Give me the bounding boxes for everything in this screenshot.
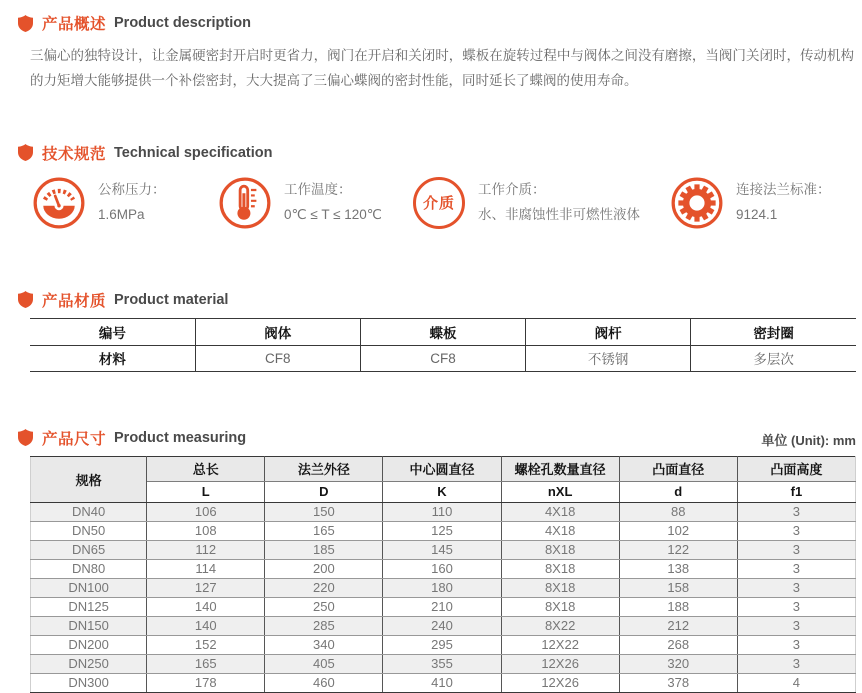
table-row [31,635,856,654]
cell: 12X26 [501,673,619,692]
column-header: 中心圆直径 [383,456,501,481]
column-header: 蝶板 [360,318,525,345]
spec-label-line2: 1.6MPa [98,206,145,222]
column-header: 阀杆 [526,318,691,345]
cell: 160 [383,559,501,578]
table-row [31,654,856,673]
cell: 320 [619,654,737,673]
cell: 140 [147,616,265,635]
table-row [31,540,856,559]
spec-label-line1: 公称压力： [98,182,166,198]
cell: 8X22 [501,616,619,635]
cell: 145 [383,540,501,559]
shield-bullet-icon [18,429,33,446]
cell: 165 [147,654,265,673]
cell: CF8 [195,345,360,371]
material-header-row [30,318,856,345]
cell: 122 [619,540,737,559]
measuring-table [30,456,856,693]
table-row [31,616,856,635]
table-row [31,673,856,692]
material-table [30,318,856,372]
cell: 3 [737,616,855,635]
cell: 138 [619,559,737,578]
cell: 3 [737,540,855,559]
measuring-group-header-row [31,456,856,481]
column-header: 凸面直径 [619,456,737,481]
cell: 12X26 [501,654,619,673]
column-symbol: K [383,481,501,502]
column-header: 密封圈 [691,318,856,345]
cell: 8X18 [501,559,619,578]
spec-item-pressure [33,177,219,229]
cell: 410 [383,673,501,692]
cell: 3 [737,502,855,521]
column-header: 总长 [147,456,265,481]
column-header: 凸面高度 [737,456,855,481]
table-row [31,597,856,616]
cell: 4X18 [501,521,619,540]
cell: 8X18 [501,540,619,559]
cell: 285 [265,616,383,635]
cell: 88 [619,502,737,521]
section-title-en: Product material [114,291,229,308]
cell: 8X18 [501,578,619,597]
cell: 4 [737,673,855,692]
section-title-en: Product measuring [114,429,247,446]
cell: 102 [619,521,737,540]
cell: 150 [265,502,383,521]
spec-label [98,178,166,227]
cell: 340 [265,635,383,654]
column-symbol: D [265,481,383,502]
cell: 112 [147,540,265,559]
cell: 3 [737,654,855,673]
shield-bullet-icon [18,15,33,32]
pressure-gauge-icon [33,177,85,229]
column-header: 规格 [31,456,147,502]
cell: 多层次 [691,345,856,371]
column-header: 阀体 [195,318,360,345]
cell: 210 [383,597,501,616]
cell: 3 [737,578,855,597]
cell: 200 [265,559,383,578]
cell: 152 [147,635,265,654]
cell: 8X18 [501,597,619,616]
cell: DN100 [31,578,147,597]
table-row [31,521,856,540]
row-label: 材料 [30,345,195,371]
section-header-material [18,289,862,311]
cell: DN65 [31,540,147,559]
cell: 250 [265,597,383,616]
table-row [31,559,856,578]
cell: 405 [265,654,383,673]
cell: 3 [737,597,855,616]
section-header-overview [18,0,862,34]
spec-label-line1: 工作介质： [478,182,546,198]
cell: 460 [265,673,383,692]
cell: DN125 [31,597,147,616]
cell: DN150 [31,616,147,635]
cell: DN300 [31,673,147,692]
spec-label-line1: 工作温度： [284,182,352,198]
cell: 378 [619,673,737,692]
material-data-row [30,345,856,371]
cell: 125 [383,521,501,540]
table-row [31,502,856,521]
cell: 140 [147,597,265,616]
cell: 165 [265,521,383,540]
cell: 185 [265,540,383,559]
cell: 127 [147,578,265,597]
section-header-measuring [18,427,246,449]
spec-label-line2: 0℃ ≤ T ≤ 120℃ [284,206,382,222]
column-symbol: nXL [501,481,619,502]
measuring-header-row [0,427,856,449]
column-header: 螺栓孔数量直径 [501,456,619,481]
spec-label [478,178,640,227]
flange-gear-icon [671,177,723,229]
unit-label: 单位 (Unit): mm [761,432,856,448]
cell: 220 [265,578,383,597]
spec-item-medium [413,177,671,229]
spec-label [736,178,831,227]
cell: 108 [147,521,265,540]
cell: 268 [619,635,737,654]
cell: 355 [383,654,501,673]
section-title-zh: 技术规范 [42,145,107,163]
section-header-spec [18,142,862,164]
cell: 106 [147,502,265,521]
medium-badge-icon [413,177,465,229]
column-symbol: f1 [737,481,855,502]
column-symbol: d [619,481,737,502]
cell: DN250 [31,654,147,673]
cell: DN200 [31,635,147,654]
measuring-symbol-header-row [31,481,856,502]
table-row [31,578,856,597]
cell: 295 [383,635,501,654]
cell: 180 [383,578,501,597]
cell: 212 [619,616,737,635]
spec-item-flange [671,177,831,229]
cell: CF8 [360,345,525,371]
cell: 114 [147,559,265,578]
section-title-zh: 产品材质 [42,292,107,310]
cell: 4X18 [501,502,619,521]
cell: DN80 [31,559,147,578]
cell: 3 [737,521,855,540]
spec-label-line2: 9124.1 [736,206,778,222]
cell: 240 [383,616,501,635]
cell: 158 [619,578,737,597]
shield-bullet-icon [18,144,33,161]
spec-label-line1: 连接法兰标准： [736,182,831,198]
cell: DN40 [31,502,147,521]
column-header: 法兰外径 [265,456,383,481]
cell: 12X22 [501,635,619,654]
section-title-en: Technical specification [114,144,273,161]
column-header: 编号 [30,318,195,345]
cell: DN50 [31,521,147,540]
cell: 110 [383,502,501,521]
section-title-en: Product description [114,15,251,31]
section-title-zh: 产品尺寸 [42,430,107,448]
thermometer-icon [219,177,271,229]
medium-badge-text: 介质 [422,195,455,213]
overview-paragraph: 三偏心的独特设计，让金属硬密封开启时更省力，阀门在开启和关闭时，蝶板在旋转过程中与阀体之间没有磨擦，当阀门关闭时，传动机构的力矩增大能够提供一个补偿密封，大大提高了三偏心蝶阀的密封性能，同时延长了蝶阀的使用寿命。 [30,48,854,89]
cell: 3 [737,559,855,578]
cell: 188 [619,597,737,616]
spec-item-temperature [219,177,413,229]
column-symbol: L [147,481,265,502]
section-title-zh: 产品概述 [42,16,107,33]
spec-label [284,178,382,227]
shield-bullet-icon [18,291,33,308]
cell: 不锈钢 [526,345,691,371]
spec-items-row [33,177,862,229]
spec-label-line2: 水、非腐蚀性非可燃性液体 [478,206,640,222]
cell: 178 [147,673,265,692]
cell: 3 [737,635,855,654]
